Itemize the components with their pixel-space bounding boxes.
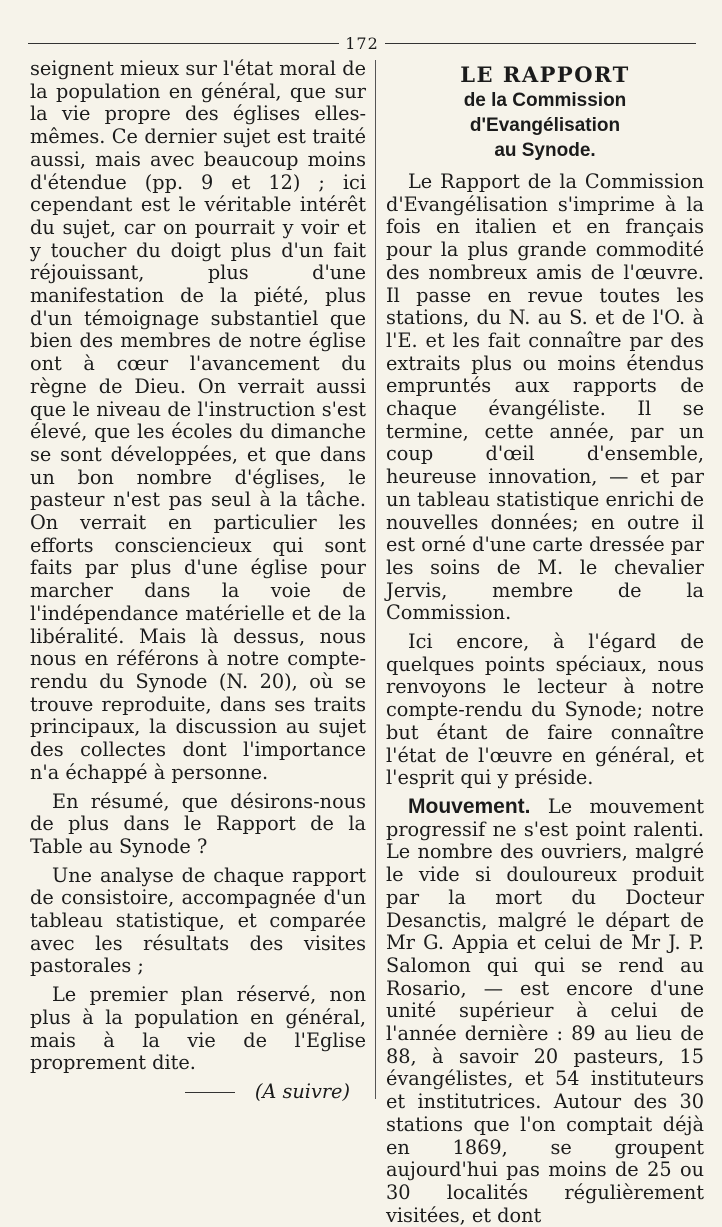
section-runin-heading: Mouvement. — [408, 794, 531, 818]
column-divider — [375, 60, 376, 1099]
right-paragraph-1: Le Rapport de la Commission d'Evangélisation s'imprime à la fois en italien et en français pour la plus grande commodité des nombreux amis de l'œuvre. Il passe en revue toutes les stations, du N. au S. et de l'O. à l'E. et les fait connaître par des extraits plus ou moins étendus empruntés aux rapports de chaque évangéliste. Il se termine, cette année, par un coup d'œil d'ensemble, heureuse innovation, — et par un tableau statistique enrichi de nouvelles données; en outre il est orné d'une carte dressée par les soins de M. le chevalier Jervis, membre de la Commission. — [386, 170, 704, 625]
left-paragraph-1: seignent mieux sur l'état moral de la population en général, que sur la vie propre des églises elles-mêmes. Ce dernier sujet est traité aussi, mais avec beaucoup moins d'étendue (pp. 9 et 12) ; ici cependant est le véritable intérêt du sujet, car on pourrait y voir et y toucher du doigt plus d'un fait réjouissant, plus d'une manifestation de la piété, plus d'un témoignage substantiel que bien des membres de notre église ont à cœur l'avancement du règne de Dieu. On verrait aussi que le niveau de l'instruction s'est élevé, que les écoles du dimanche se sont développées, et que dans un bon nombre d'églises, le pasteur n'est pas seul à la tâche. On verrait en particulier les efforts consciencieux qui sont faits par plus d'une église pour marcher dans la voie de l'indépendance matérielle et de la libéralité. Mais là dessus, nous nous en référons à notre compte-rendu du Synode (N. 20), où se trouve reproduite, dans ses traits principaux, la discussion au sujet des collectes dont l'importance n'a échappé à personne. — [30, 57, 366, 784]
left-paragraph-3: Une analyse de chaque rapport de consistoire, accompagnée d'un tableau statistique, et comparée avec les résultats des visites pastorales ; — [30, 863, 366, 978]
left-paragraph-2: En résumé, que désirons-nous de plus dans le Rapport de la Table au Synode ? — [30, 789, 366, 858]
left-column — [30, 57, 366, 1103]
right-paragraph-2: Ici encore, à l'égard de quelques points spéciaux, nous renvoyons le lecteur à notre compte-rendu du Synode; notre but étant de faire connaître l'état de l'œuvre en général, et l'esprit qui y préside. — [386, 630, 704, 790]
header-rule-right — [385, 43, 696, 44]
header-rule-left — [28, 43, 339, 44]
continuation-rule — [185, 1092, 235, 1093]
article-subtitle-line-2: au Synode. — [494, 140, 596, 161]
right-column — [386, 58, 704, 1227]
continuation-note — [30, 1081, 366, 1104]
right-paragraph-3 — [386, 796, 704, 1227]
left-paragraph-4: Le premier plan réservé, non plus à la population en général, mais à la vie de l'Eglise proprement dite. — [30, 983, 366, 1075]
article-title: LE RAPPORT — [460, 62, 630, 87]
page-header — [28, 32, 696, 54]
a-suivre-text: (A suivre) — [254, 1079, 350, 1103]
page-number: 172 — [345, 33, 379, 53]
right-paragraph-3-text: Le mouvement progressif ne s'est point ralenti. Le nombre des ouvriers, malgré le vide si douloureux produit par la mort du Docteur Desanctis, malgré le départ de Mr G. Appia et celui de Mr J. P. Salomon qui qui se rend au Rosario, — est encore d'une unité supérieur à celui de l'année dernière : 89 au lieu de 88, à savoir 20 pasteurs, 15 évangélistes, et 54 instituteurs et institutrices. Autour des 30 stations que l'on comptait déjà en 1869, se groupent aujourd'hui pas moins de 25 ou 30 localités régulièrement visitées, et dont — [386, 794, 704, 1227]
article-subtitle-line-1: de la Commission d'Evangélisation — [463, 90, 627, 136]
